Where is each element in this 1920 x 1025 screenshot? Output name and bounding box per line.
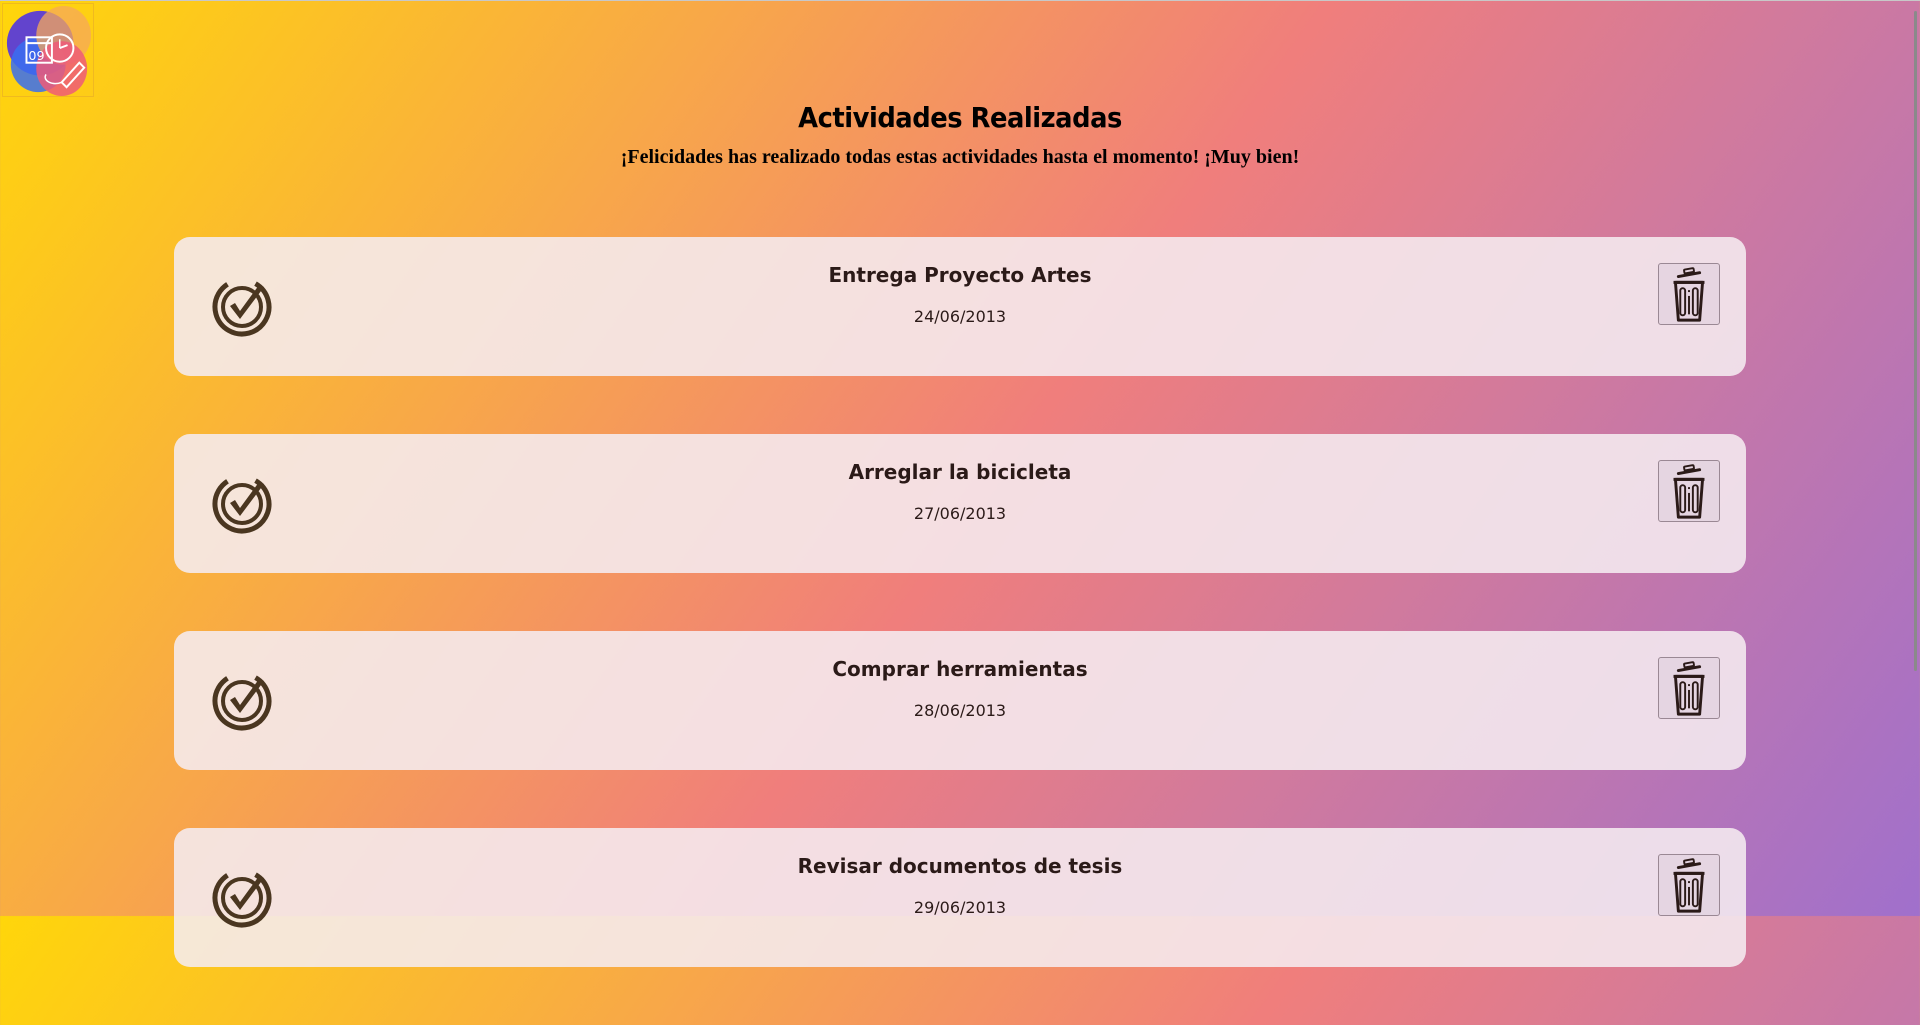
activity-name: Arreglar la bicicleta [848, 460, 1072, 484]
trash-icon [1659, 658, 1719, 718]
activity-name: Revisar documentos de tesis [797, 854, 1123, 878]
activity-info [174, 657, 1746, 720]
page-subtitle: ¡Felicidades has realizado todas estas actividades hasta el momento! ¡Muy bien! [620, 146, 1300, 168]
delete-activity-button[interactable] [1658, 460, 1720, 522]
activity-card [174, 434, 1746, 573]
activity-card [174, 828, 1746, 967]
activity-date: 28/06/2013 [913, 701, 1007, 720]
trash-icon [1659, 855, 1719, 915]
activity-name: Entrega Proyecto Artes [828, 263, 1092, 287]
calendar-clock-pencil-logo-icon [3, 4, 93, 96]
delete-activity-button[interactable] [1658, 854, 1720, 916]
activity-date: 29/06/2013 [913, 898, 1007, 917]
activity-info [174, 854, 1746, 917]
trash-icon [1659, 461, 1719, 521]
activity-card [174, 631, 1746, 770]
activity-info [174, 263, 1746, 326]
activity-info [174, 460, 1746, 523]
svg-text:09: 09 [28, 47, 45, 63]
page-header [0, 101, 1920, 169]
page-title: Actividades Realizadas [798, 101, 1122, 134]
activity-date: 27/06/2013 [913, 504, 1007, 523]
trash-icon [1659, 264, 1719, 324]
delete-activity-button[interactable] [1658, 657, 1720, 719]
activity-name: Comprar herramientas [832, 657, 1088, 681]
vertical-scrollbar[interactable] [1914, 11, 1917, 671]
activity-list [174, 237, 1746, 1025]
app-logo[interactable] [2, 3, 94, 97]
activity-card [174, 237, 1746, 376]
activity-date: 24/06/2013 [913, 307, 1007, 326]
delete-activity-button[interactable] [1658, 263, 1720, 325]
